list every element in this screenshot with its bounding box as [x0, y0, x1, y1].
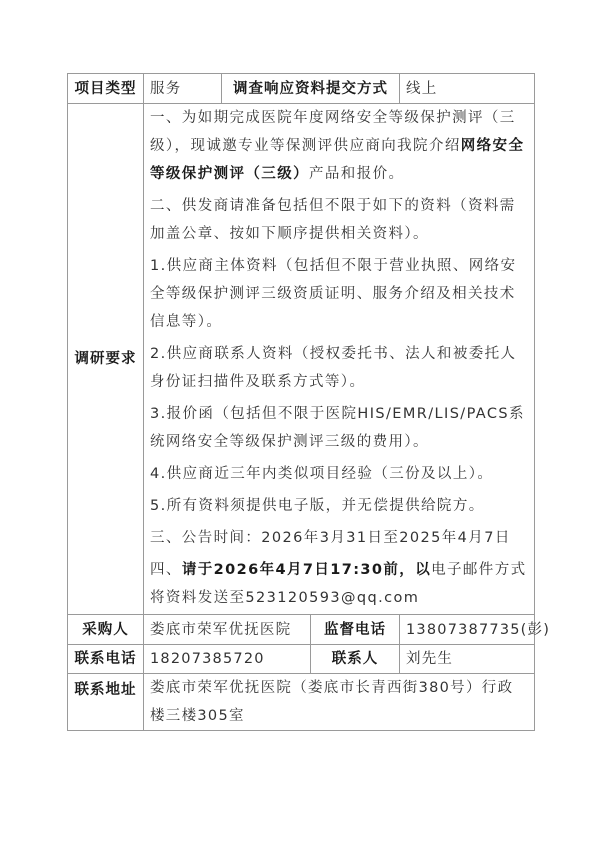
contact-phone-label: 联系电话	[68, 645, 144, 674]
p4-email-text: 电子邮件方式将资料发送至523120593@qq.com	[150, 562, 527, 606]
row-requirements	[68, 104, 535, 615]
requirements-content	[144, 104, 535, 615]
requirement-item-5: 5.所有资料须提供电子版，并无偿提供给院方。	[150, 498, 485, 514]
purchaser-value: 娄底市荣军优抚医院	[144, 615, 311, 645]
p1-text: 一、为如期完成医院年度网络安全等级保护测评（三级），现诚邀专业等保测评供应商向我院介绍	[150, 110, 516, 154]
requirement-item-4: 4.供应商近三年内类似项目经验（三份及以上）。	[150, 466, 494, 482]
submit-method-value: 线上	[400, 74, 535, 104]
row-purchaser	[68, 615, 535, 645]
requirement-item-2: 2.供应商联系人资料（授权委托书、法人和被委托人身份证扫描件及联系方式等）。	[150, 346, 517, 390]
requirements-label: 调研要求	[68, 104, 144, 615]
contact-person-label: 联系人	[311, 645, 400, 674]
row-contact	[68, 645, 535, 674]
requirement-paragraph-1	[150, 104, 528, 188]
row-address	[68, 674, 535, 731]
survey-form-table	[67, 73, 551, 731]
contact-phone-value: 18207385720	[144, 645, 311, 674]
p4-deadline-bold: 请于2026年4月7日17:30前，以	[181, 562, 432, 578]
requirement-item-1: 1.供应商主体资料（包括但不限于营业执照、网络安全等级保护测评三级资质证明、服务介绍及相关技术信息等）。	[150, 258, 517, 330]
requirement-item-3: 3.报价函（包括但不限于医院HIS/EMR/LIS/PACS系统网络安全等级保护测评三级的费用）。	[150, 406, 525, 450]
contact-person-value: 刘先生	[400, 645, 535, 674]
requirement-paragraph-2: 二、供发商请准备包括但不限于如下的资料（资料需加盖公章、按如下顺序提供相关资料）。	[150, 198, 516, 242]
p1-tail-text: 产品和报价。	[309, 166, 405, 182]
p1-bold-text: 网络安全等级保护测评（三级）	[150, 138, 525, 182]
submission-instructions	[150, 556, 528, 612]
row-project-type	[68, 74, 535, 104]
announcement-time: 三、公告时间：2026年3月31日至2025年4月7日	[150, 530, 511, 546]
p4-prefix: 四、	[150, 562, 182, 578]
purchaser-label: 采购人	[68, 615, 144, 645]
address-label: 联系地址	[68, 674, 144, 731]
supervise-phone-value: 13807387735(彭)	[400, 615, 535, 645]
project-type-value: 服务	[144, 74, 222, 104]
project-type-label: 项目类型	[68, 74, 144, 104]
supervise-phone-label: 监督电话	[311, 615, 400, 645]
submit-method-label: 调查响应资料提交方式	[222, 74, 400, 104]
address-value: 娄底市荣军优抚医院（娄底市长青西街380号）行政楼三楼305室	[144, 674, 535, 731]
